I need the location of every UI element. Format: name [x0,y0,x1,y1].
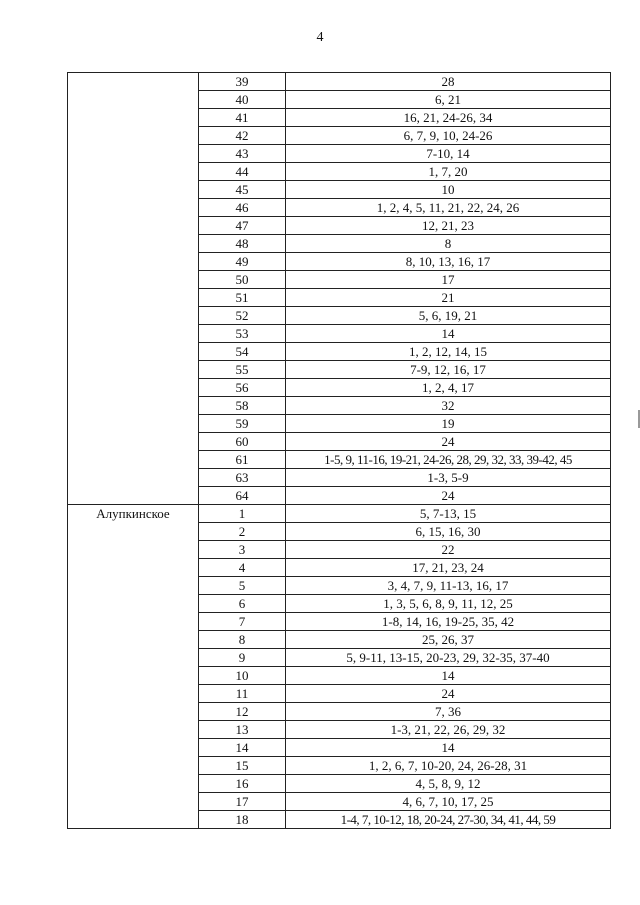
plots-cell: 19 [286,415,611,433]
quarter-number-cell: 5 [199,577,286,595]
quarter-number-cell: 50 [199,271,286,289]
quarter-number-cell: 60 [199,433,286,451]
plots-cell: 24 [286,487,611,505]
quarter-number-cell: 9 [199,649,286,667]
quarter-number-cell: 3 [199,541,286,559]
plots-cell: 1, 2, 6, 7, 10-20, 24, 26-28, 31 [286,757,611,775]
plots-cell: 14 [286,739,611,757]
plots-cell: 5, 7-13, 15 [286,505,611,523]
quarter-number-cell: 12 [199,703,286,721]
quarter-number-cell: 42 [199,127,286,145]
plots-cell: 24 [286,685,611,703]
plots-cell: 1-3, 21, 22, 26, 29, 32 [286,721,611,739]
plots-cell: 25, 26, 37 [286,631,611,649]
quarter-number-cell: 18 [199,811,286,829]
quarter-number-cell: 40 [199,91,286,109]
plots-cell: 28 [286,73,611,91]
quarter-number-cell: 16 [199,775,286,793]
plots-cell: 1, 7, 20 [286,163,611,181]
quarter-number-cell: 56 [199,379,286,397]
plots-cell: 17, 21, 23, 24 [286,559,611,577]
plots-cell: 17 [286,271,611,289]
quarter-number-cell: 15 [199,757,286,775]
quarter-number-cell: 47 [199,217,286,235]
plots-cell: 6, 21 [286,91,611,109]
plots-cell: 4, 5, 8, 9, 12 [286,775,611,793]
quarter-number-cell: 13 [199,721,286,739]
quarter-number-cell: 10 [199,667,286,685]
plots-cell: 1-3, 5-9 [286,469,611,487]
plots-cell: 10 [286,181,611,199]
quarter-number-cell: 39 [199,73,286,91]
plots-cell: 12, 21, 23 [286,217,611,235]
plots-cell: 6, 7, 9, 10, 24-26 [286,127,611,145]
quarter-number-cell: 7 [199,613,286,631]
quarter-number-cell: 49 [199,253,286,271]
district-cell [68,73,199,505]
quarter-number-cell: 46 [199,199,286,217]
plots-cell: 5, 9-11, 13-15, 20-23, 29, 32-35, 37-40 [286,649,611,667]
table-row [68,73,611,91]
plots-cell: 1, 2, 12, 14, 15 [286,343,611,361]
plots-cell: 1-5, 9, 11-16, 19-21, 24-26, 28, 29, 32, 33, 39-42, 45 [286,451,611,469]
quarter-number-cell: 61 [199,451,286,469]
plots-cell: 1-8, 14, 16, 19-25, 35, 42 [286,613,611,631]
plots-cell: 1, 2, 4, 5, 11, 21, 22, 24, 26 [286,199,611,217]
quarter-number-cell: 6 [199,595,286,613]
quarter-number-cell: 17 [199,793,286,811]
quarter-number-cell: 64 [199,487,286,505]
quarter-number-cell: 58 [199,397,286,415]
plots-cell: 5, 6, 19, 21 [286,307,611,325]
plots-cell: 22 [286,541,611,559]
quarter-number-cell: 44 [199,163,286,181]
forestry-quarters-table [67,72,611,829]
quarter-number-cell: 54 [199,343,286,361]
plots-cell: 3, 4, 7, 9, 11-13, 16, 17 [286,577,611,595]
quarter-number-cell: 53 [199,325,286,343]
plots-cell: 1-4, 7, 10-12, 18, 20-24, 27-30, 34, 41, 44, 59 [286,811,611,829]
table-body [68,73,611,829]
quarter-number-cell: 8 [199,631,286,649]
table-row [68,505,611,523]
quarter-number-cell: 2 [199,523,286,541]
plots-cell: 8 [286,235,611,253]
plots-cell: 4, 6, 7, 10, 17, 25 [286,793,611,811]
district-cell: Алупкинское [68,505,199,829]
plots-cell: 7-10, 14 [286,145,611,163]
plots-cell: 7-9, 12, 16, 17 [286,361,611,379]
plots-cell: 14 [286,325,611,343]
quarter-number-cell: 14 [199,739,286,757]
quarter-number-cell: 51 [199,289,286,307]
quarter-number-cell: 59 [199,415,286,433]
plots-cell: 6, 15, 16, 30 [286,523,611,541]
quarter-number-cell: 11 [199,685,286,703]
quarter-number-cell: 55 [199,361,286,379]
quarter-number-cell: 45 [199,181,286,199]
plots-cell: 8, 10, 13, 16, 17 [286,253,611,271]
plots-cell: 16, 21, 24-26, 34 [286,109,611,127]
quarter-number-cell: 1 [199,505,286,523]
quarter-number-cell: 48 [199,235,286,253]
plots-cell: 14 [286,667,611,685]
quarter-number-cell: 43 [199,145,286,163]
plots-cell: 1, 2, 4, 17 [286,379,611,397]
plots-cell: 24 [286,433,611,451]
quarter-number-cell: 41 [199,109,286,127]
quarter-number-cell: 4 [199,559,286,577]
page-number: 4 [316,30,324,45]
plots-cell: 1, 3, 5, 6, 8, 9, 11, 12, 25 [286,595,611,613]
quarter-number-cell: 63 [199,469,286,487]
plots-cell: 32 [286,397,611,415]
plots-cell: 7, 36 [286,703,611,721]
quarter-number-cell: 52 [199,307,286,325]
plots-cell: 21 [286,289,611,307]
